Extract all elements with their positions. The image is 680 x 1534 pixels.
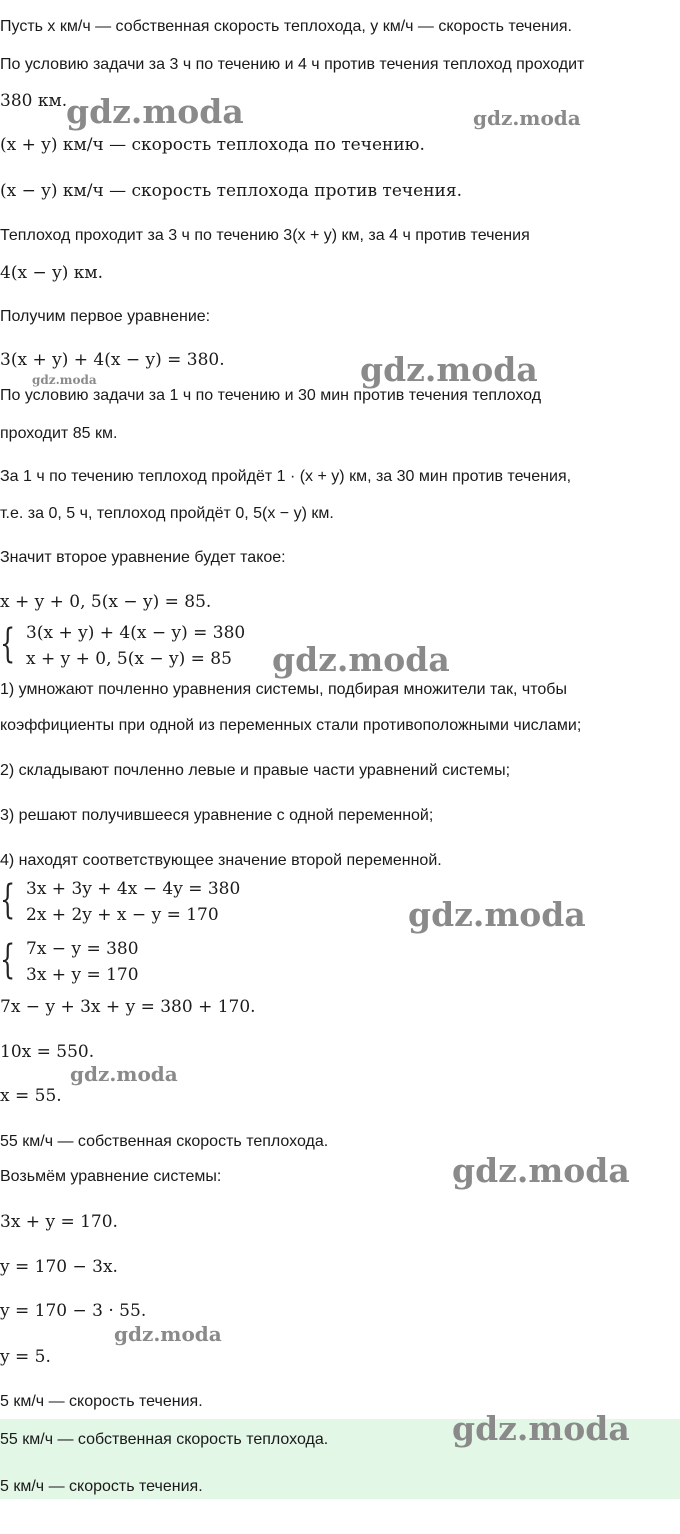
answer-line-1: 55 км/ч — собственная скорость теплохода. — [0, 1431, 329, 1448]
text-line-16: 5 км/ч — скорость течения. — [0, 1393, 203, 1410]
brace-icon: { — [0, 877, 16, 923]
step-1-line-2: коэффициенты при одной из переменных стали противоположными числами; — [0, 717, 582, 734]
step-1-line-1: 1) умножают почленно уравнения системы, подбирая множители так, чтобы — [0, 681, 567, 698]
text-line-6: Теплоход проходит за 3 ч по течению 3(x + y) км, за 4 ч против течения — [0, 227, 530, 244]
answer-line-2: 5 км/ч — скорость течения. — [0, 1478, 203, 1495]
text-line-14: 55 км/ч — собственная скорость теплохода. — [0, 1133, 329, 1150]
system-2-eq-2: 2x + 2y + x − y = 170 — [26, 905, 219, 925]
equation-8: y = 170 − 3 · 55. — [0, 1301, 147, 1321]
text-line-8: Получим первое уравнение: — [0, 308, 211, 325]
system-1-eq-2: x + y + 0, 5(x − y) = 85 — [26, 649, 232, 669]
watermark: gdz.moda — [70, 1062, 178, 1086]
system-2-eq-1: 3x + 3y + 4x − 4y = 380 — [26, 879, 241, 899]
step-3: 3) решают получившееся уравнение с одной переменной; — [0, 807, 434, 824]
brace-icon: { — [0, 937, 16, 983]
text-line-12: т.е. за 0, 5 ч, теплоход пройдёт 0, 5(x − y) км. — [0, 505, 334, 522]
system-3-eq-1: 7x − y = 380 — [26, 939, 139, 959]
system-3-eq-2: 3x + y = 170 — [26, 965, 139, 985]
text-line-11: За 1 ч по течению теплоход пройдёт 1 · (x + y) км, за 30 мин против течения, — [0, 468, 572, 485]
text-line-2: По условию задачи за 3 ч по течению и 4 ч против течения теплоход проходит — [0, 56, 585, 73]
system-1-eq-1: 3(x + y) + 4(x − y) = 380 — [26, 623, 246, 643]
watermark: gdz.moda — [408, 895, 586, 934]
text-line-1: Пусть x км/ч — собственная скорость теплохода, y км/ч — скорость течения. — [0, 18, 572, 35]
equation-1: 3(x + y) + 4(x − y) = 380. — [0, 350, 225, 370]
step-4: 4) находят соответствующее значение второй переменной. — [0, 852, 442, 869]
text-line-4: (x + y) км/ч — скорость теплохода по течению. — [0, 135, 425, 155]
text-line-13: Значит второе уравнение будет такое: — [0, 549, 286, 566]
text-line-3: 380 км. — [0, 91, 68, 111]
equation-9: y = 5. — [0, 1347, 51, 1367]
watermark: gdz.moda — [114, 1322, 222, 1346]
brace-icon: { — [0, 621, 16, 667]
equation-5: x = 55. — [0, 1086, 62, 1106]
watermark: gdz.moda — [272, 640, 450, 679]
watermark: gdz.moda — [473, 106, 581, 130]
text-line-7: 4(x − y) км. — [0, 263, 103, 283]
equation-3: 7x − y + 3x + y = 380 + 170. — [0, 997, 256, 1017]
watermark: gdz.moda — [32, 373, 97, 387]
equation-4: 10x = 550. — [0, 1042, 95, 1062]
text-line-10: проходит 85 км. — [0, 425, 118, 442]
text-line-9: По условию задачи за 1 ч по течению и 30 мин против течения теплоход — [0, 387, 542, 404]
equation-2: x + y + 0, 5(x − y) = 85. — [0, 592, 212, 612]
watermark: gdz.moda — [360, 350, 538, 389]
equation-6: 3x + y = 170. — [0, 1212, 118, 1232]
watermark: gdz.moda — [452, 1151, 630, 1190]
watermark: gdz.moda — [66, 92, 244, 131]
equation-7: y = 170 − 3x. — [0, 1257, 118, 1277]
text-line-5: (x − y) км/ч — скорость теплохода против течения. — [0, 181, 462, 201]
step-2: 2) складывают почленно левые и правые части уравнений системы; — [0, 762, 511, 779]
text-line-15: Возьмём уравнение системы: — [0, 1168, 222, 1185]
watermark: gdz.moda — [452, 1409, 630, 1448]
